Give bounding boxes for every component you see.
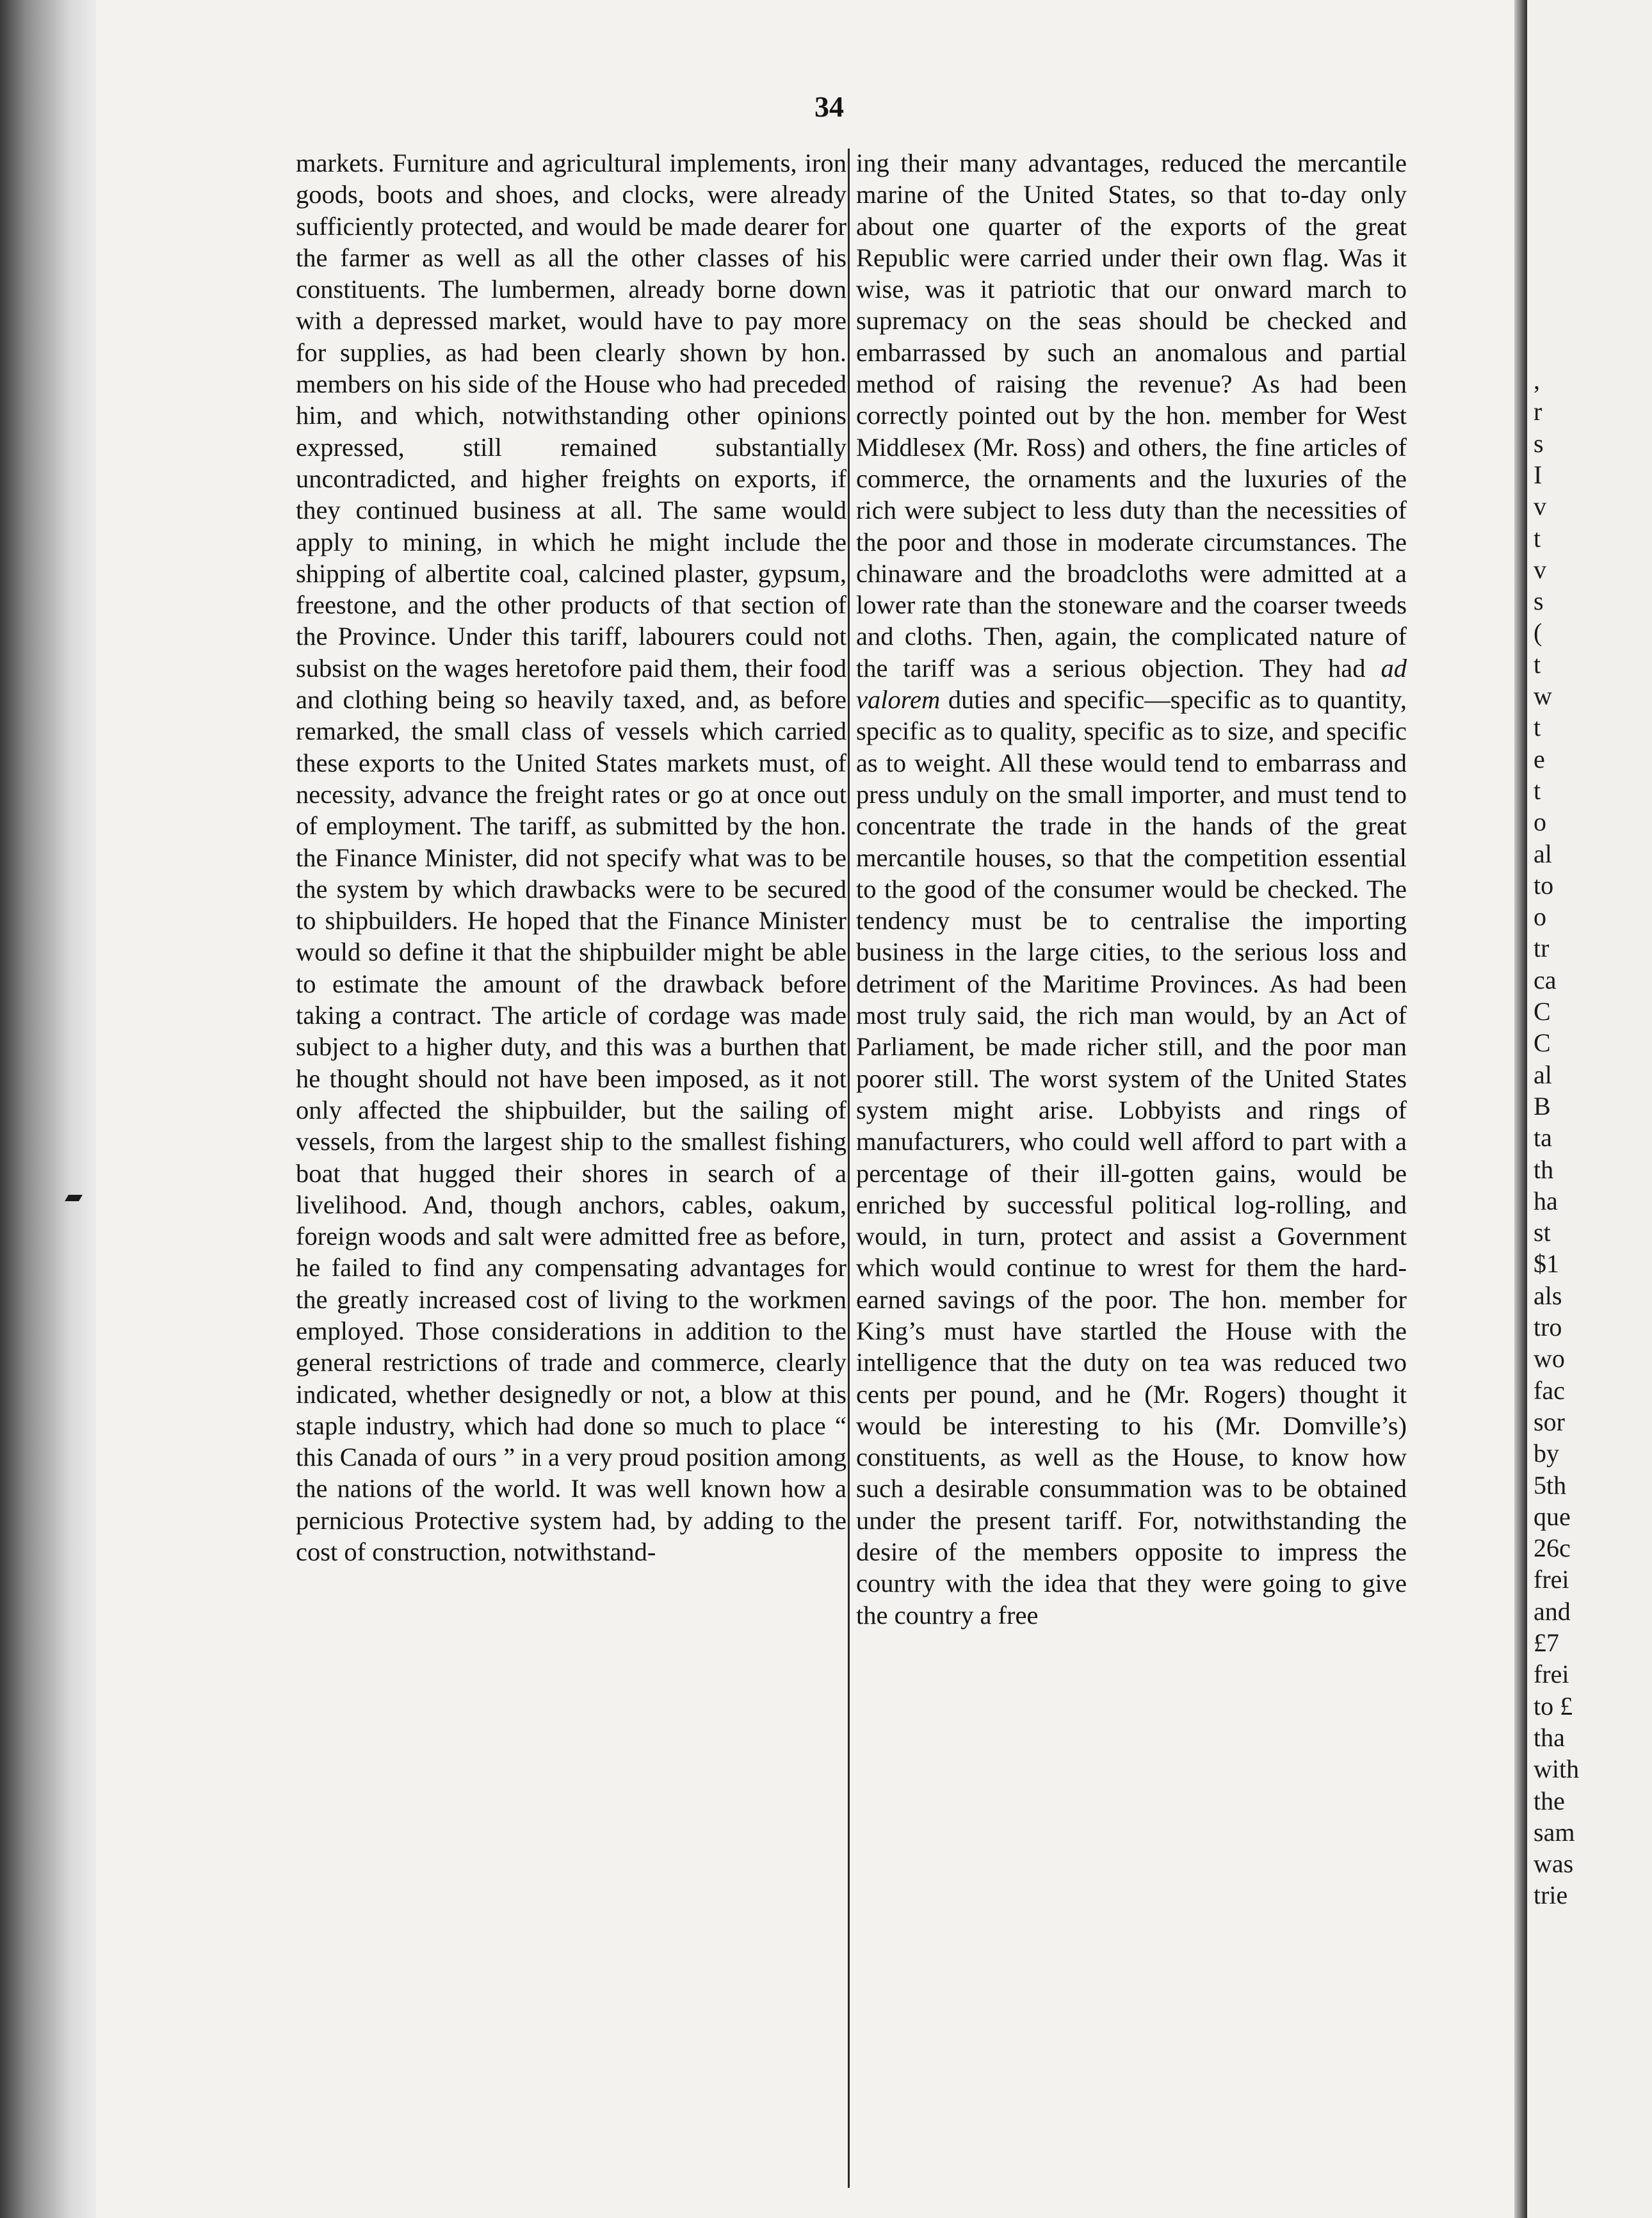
- next-page-fragment: tha: [1534, 1722, 1565, 1752]
- next-page-fragment: frei: [1534, 1565, 1569, 1594]
- next-page-fragment: o: [1534, 807, 1546, 837]
- next-page-fragment: $1: [1534, 1249, 1559, 1279]
- next-page-fragment: s: [1534, 428, 1544, 458]
- page-gutter: [1514, 0, 1527, 2218]
- next-page-fragment: (: [1534, 618, 1543, 647]
- next-page-fragment: I: [1534, 460, 1543, 489]
- next-page-fragment: al: [1534, 1060, 1552, 1089]
- next-page-fragment: and: [1534, 1596, 1571, 1626]
- column-rule: [848, 149, 850, 2188]
- right-column-text-a: ing their many advantages, reduced the mercantile marine of the United States, so that to-day only about one quarter of the exports of the great Republic were carried under their own flag. Was it wise, was it patriotic that our onward march to supremacy on the seas should be checked and embarrassed by such an anomalous and partial method of raising the revenue? As had been correctly pointed out by the hon. member for West Middlesex (Mr. Ross) and others, the fine articles of commerce, the ornaments and the luxuries of the rich were subject to less duty than the necessities of the poor and those in moderate circumstances. The chinaware and the broadcloths were admitted at a lower rate than the stoneware and the coarser tweeds and cloths. Then, again, the complicated nature of the tariff was a serious objection. They had: [856, 149, 1407, 683]
- next-page-fragment: 26c: [1534, 1534, 1571, 1563]
- next-page-fragment: by: [1534, 1439, 1559, 1468]
- next-page-fragment: ha: [1534, 1186, 1558, 1215]
- next-page-fragment: tro: [1534, 1313, 1562, 1341]
- next-page-fragment: tr: [1534, 934, 1550, 963]
- next-page-fragment: r: [1534, 397, 1543, 426]
- italic-ad-valorem: ad valorem: [856, 653, 1407, 715]
- next-page-fragment: st: [1534, 1218, 1551, 1247]
- next-page-fragment: £7: [1534, 1628, 1559, 1657]
- right-column-text-b: duties and specific—specific as to quantity, specific as to quality, specific as to size, and specific as to weight. All these would tend to embarrass and press unduly on the small importer, and must tend to concentrate the trade in the hands of the great mercantile houses, so that the competition essential to the good of the consumer would be checked. The tendency must be to centralise the importing business in the large cities, to the serious loss and detriment of the Maritime Provinces. As had been most truly said, the rich man would, by an Act of Parliament, be made richer still, and the poor man poorer still. The worst system of the United States system might arise. Lobbyists and rings of manufacturers, who could well afford to part with a percentage of their ill-gotten gains, would be enriched by successful political log-rolling, and would, in turn, protect and assist a Government which would continue to wrest for them the hard-earned savings of the poor. The hon. member for King’s must have startled the House with the intelligence that the duty on tea was reduced two cents per pound, and he (Mr. Rogers) thought it would be interesting to his (Mr. Domville’s) constituents, as well as the House, to know how such a desirable consummation was to be obtained under the present tariff. For, notwithstanding the desire of the members opposite to impress the country with the idea that they were going to give the country a free: [856, 685, 1407, 1630]
- next-page-fragment: al: [1534, 839, 1552, 868]
- next-page-fragment: C: [1534, 997, 1551, 1026]
- right-column-text: [856, 147, 1407, 1631]
- next-page-fragment: t: [1534, 775, 1541, 805]
- next-page-fragment: v: [1534, 554, 1546, 584]
- next-page-fragment: ca: [1534, 965, 1557, 994]
- next-page-fragment: was: [1534, 1849, 1574, 1879]
- left-column-text: markets. Furniture and agricultural implements, iron goods, boots and shoes, and clocks, were already sufficiently protected, and would be made dearer for the farmer as well as all the other classes of his constituents. The lumbermen, already borne down with a depressed market, would have to pay more for supplies, as had been clearly shown by hon. members on his side of the House who had preceded him, and which, notwithstanding other opinions expressed, still remained substantially uncontradicted, and higher freights on exports, if they continued business at all. The same would apply to mining, in which he might include the shipping of albertite coal, calcined plaster, gypsum, freestone, and the other products of that section of the Province. Under this tariff, labourers could not subsist on the wages heretofore paid them, their food and clothing being so heavily taxed, and, as before remarked, the small class of vessels which carried these exports to the United States markets must, of necessity, advance the freight rates or go at once out of employment. The tariff, as submitted by the hon. the Finance Minister, did not specify what was to be the system by which drawbacks were to be secured to shipbuilders. He hoped that the Finance Minister would so define it that the shipbuilder might be able to estimate the amount of the drawback before taking a contract. The article of cordage was made subject to a higher duty, and this was a burthen that he thought should not have been imposed, as it not only affected the shipbuilder, but the sailing of vessels, from the largest ship to the smallest fishing boat that hugged their shores in search of a livelihood. And, though anchors, cables, oakum, foreign woods and salt were admitted free as before, he failed to find any compensating advantages for the greatly increased cost of living to the workmen employed. Those considerations in addition to the general restrictions of trade and commerce, clearly indicated, whether designedly or not, a blow at this staple industry, which had done so much to place “ this Canada of ours ” in a very proud position among the nations of the world. It was well known how a pernicious Protective system had, by adding to the cost of construction, notwithstand-: [296, 149, 846, 1567]
- next-page-fragment: B: [1534, 1091, 1551, 1121]
- next-page-fragment: trie: [1534, 1881, 1568, 1910]
- right-column: [856, 147, 1407, 2190]
- next-page-fragment: sor: [1534, 1407, 1565, 1436]
- next-page-fragment: ,: [1534, 366, 1540, 394]
- next-page-fragment: 5th: [1534, 1470, 1567, 1500]
- next-page-fragment: C: [1534, 1028, 1551, 1058]
- next-page-fragment: w: [1534, 681, 1552, 710]
- next-page-fragment: th: [1534, 1154, 1554, 1184]
- next-page-fragment: sam: [1534, 1817, 1575, 1847]
- next-page-fragment: t: [1534, 713, 1541, 742]
- left-column: [296, 147, 846, 2190]
- next-page-fragment: v: [1534, 492, 1546, 521]
- next-page-fragment: to £: [1534, 1691, 1573, 1720]
- next-page-fragment: frei: [1534, 1660, 1569, 1689]
- next-page-fragment: the: [1534, 1786, 1565, 1815]
- next-page-fragment: que: [1534, 1502, 1571, 1531]
- next-page-fragment: als: [1534, 1281, 1562, 1310]
- next-page-fragment: ta: [1534, 1123, 1552, 1153]
- page-number: 34: [814, 90, 844, 123]
- next-page-fragment: wo: [1534, 1344, 1565, 1373]
- next-page-fragment: with: [1534, 1754, 1580, 1784]
- next-page-fragment: t: [1534, 649, 1541, 679]
- next-page-fragment: t: [1534, 523, 1541, 553]
- next-page-fragment: to: [1534, 870, 1554, 900]
- next-page-fragment: e: [1534, 744, 1545, 773]
- next-page-fragment: o: [1534, 902, 1546, 932]
- scan-left-edge: [0, 0, 96, 2218]
- next-page-fragment: s: [1534, 587, 1544, 616]
- next-page-fragment: fac: [1534, 1375, 1565, 1405]
